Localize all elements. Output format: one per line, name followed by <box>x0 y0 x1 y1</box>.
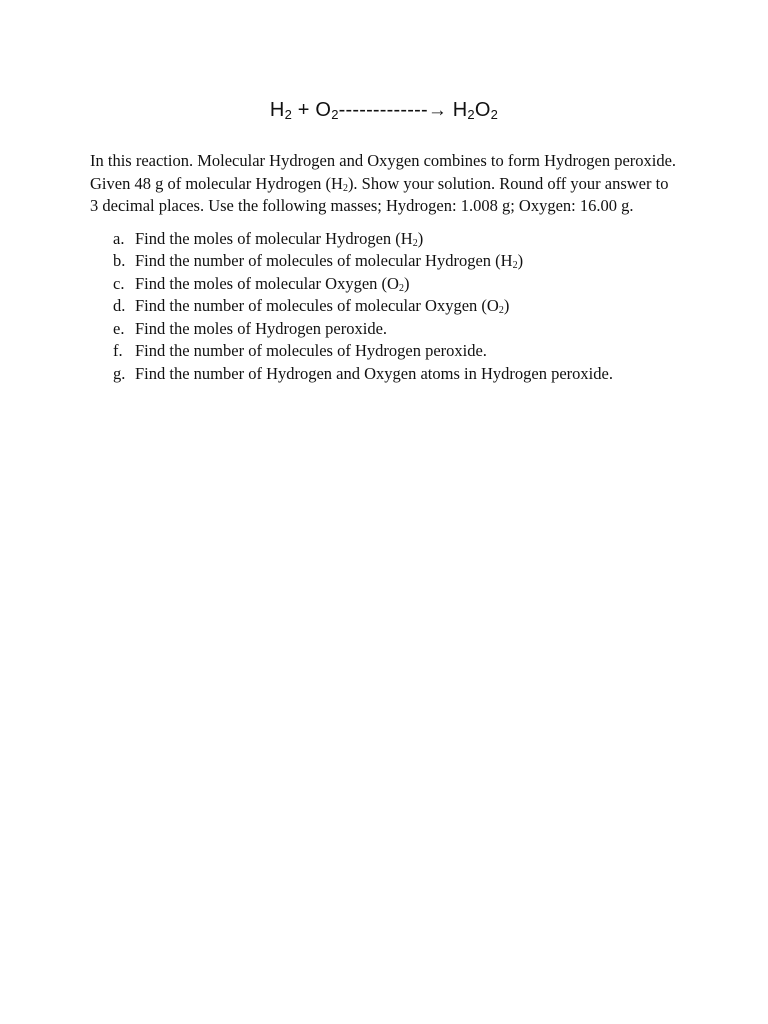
question-text-end: ) <box>417 228 424 248</box>
given-text-start: Given 48 g of molecular Hydrogen (H <box>90 173 343 193</box>
question-subscript: 2 <box>498 305 504 316</box>
intro-paragraph: In this reaction. Molecular Hydrogen and Oxygen combines to form Hydrogen peroxide. <box>90 151 677 170</box>
question-text-end: ) <box>403 273 410 293</box>
list-item <box>90 273 680 296</box>
list-item <box>90 363 680 386</box>
reaction-arrow-icon: → <box>427 100 448 121</box>
given-subscript: 2 <box>342 182 348 194</box>
product-hydrogen-subscript: 2 <box>467 107 475 122</box>
question-letter: d. <box>113 296 126 315</box>
question-text-end: ) <box>517 251 524 270</box>
product-hydrogen: H <box>447 99 468 121</box>
given-text-end: ). Show your solution. Round off your answer to 3 decimal places. Use the following masses; Hydrogen: 1.008 g; Oxygen: 16.00 g. <box>90 173 669 215</box>
list-item <box>90 340 680 363</box>
question-letter: c. <box>113 273 125 293</box>
question-text-start: Find the moles of molecular Oxygen (O <box>135 273 399 293</box>
question-text-start: Find the moles of molecular Hydrogen (H <box>135 228 413 248</box>
reactant-hydrogen-subscript: 2 <box>284 107 293 122</box>
question-text <box>135 228 680 251</box>
question-letter: b. <box>113 251 126 270</box>
question-text: Find the moles of Hydrogen peroxide. <box>135 318 388 338</box>
question-text <box>135 295 680 318</box>
question-text <box>135 273 680 296</box>
reaction-dashes: ------------- <box>338 99 428 121</box>
question-text <box>135 250 680 273</box>
question-text-start: Find the number of molecules of molecular Hydrogen (H <box>135 251 513 270</box>
question-subscript: 2 <box>398 282 404 294</box>
problem-body <box>90 150 680 385</box>
reaction-equation <box>0 96 768 125</box>
question-text-start: Find the number of molecules of molecular Oxygen (O <box>135 296 499 315</box>
question-subscript: 2 <box>512 260 518 271</box>
question-letter: e. <box>113 318 125 338</box>
plus-sign: + <box>292 99 316 121</box>
question-text: Find the number of Hydrogen and Oxygen atoms in Hydrogen peroxide. <box>135 363 613 383</box>
list-item <box>90 228 680 251</box>
reactant-oxygen: O <box>315 99 332 121</box>
question-text: Find the number of molecules of Hydrogen peroxide. <box>135 341 487 360</box>
reactant-oxygen-subscript: 2 <box>331 107 339 122</box>
given-paragraph <box>90 173 680 218</box>
list-item <box>90 295 680 318</box>
question-letter: g. <box>113 363 126 383</box>
question-letter: f. <box>113 341 123 360</box>
question-subscript: 2 <box>412 237 418 249</box>
question-text-end: ) <box>503 296 510 315</box>
product-oxygen-subscript: 2 <box>490 107 499 122</box>
reactant-hydrogen: H <box>269 99 285 121</box>
question-letter: a. <box>113 228 125 248</box>
list-item <box>90 250 680 273</box>
list-item <box>90 318 680 341</box>
question-list <box>90 228 680 386</box>
product-oxygen: O <box>474 99 491 121</box>
